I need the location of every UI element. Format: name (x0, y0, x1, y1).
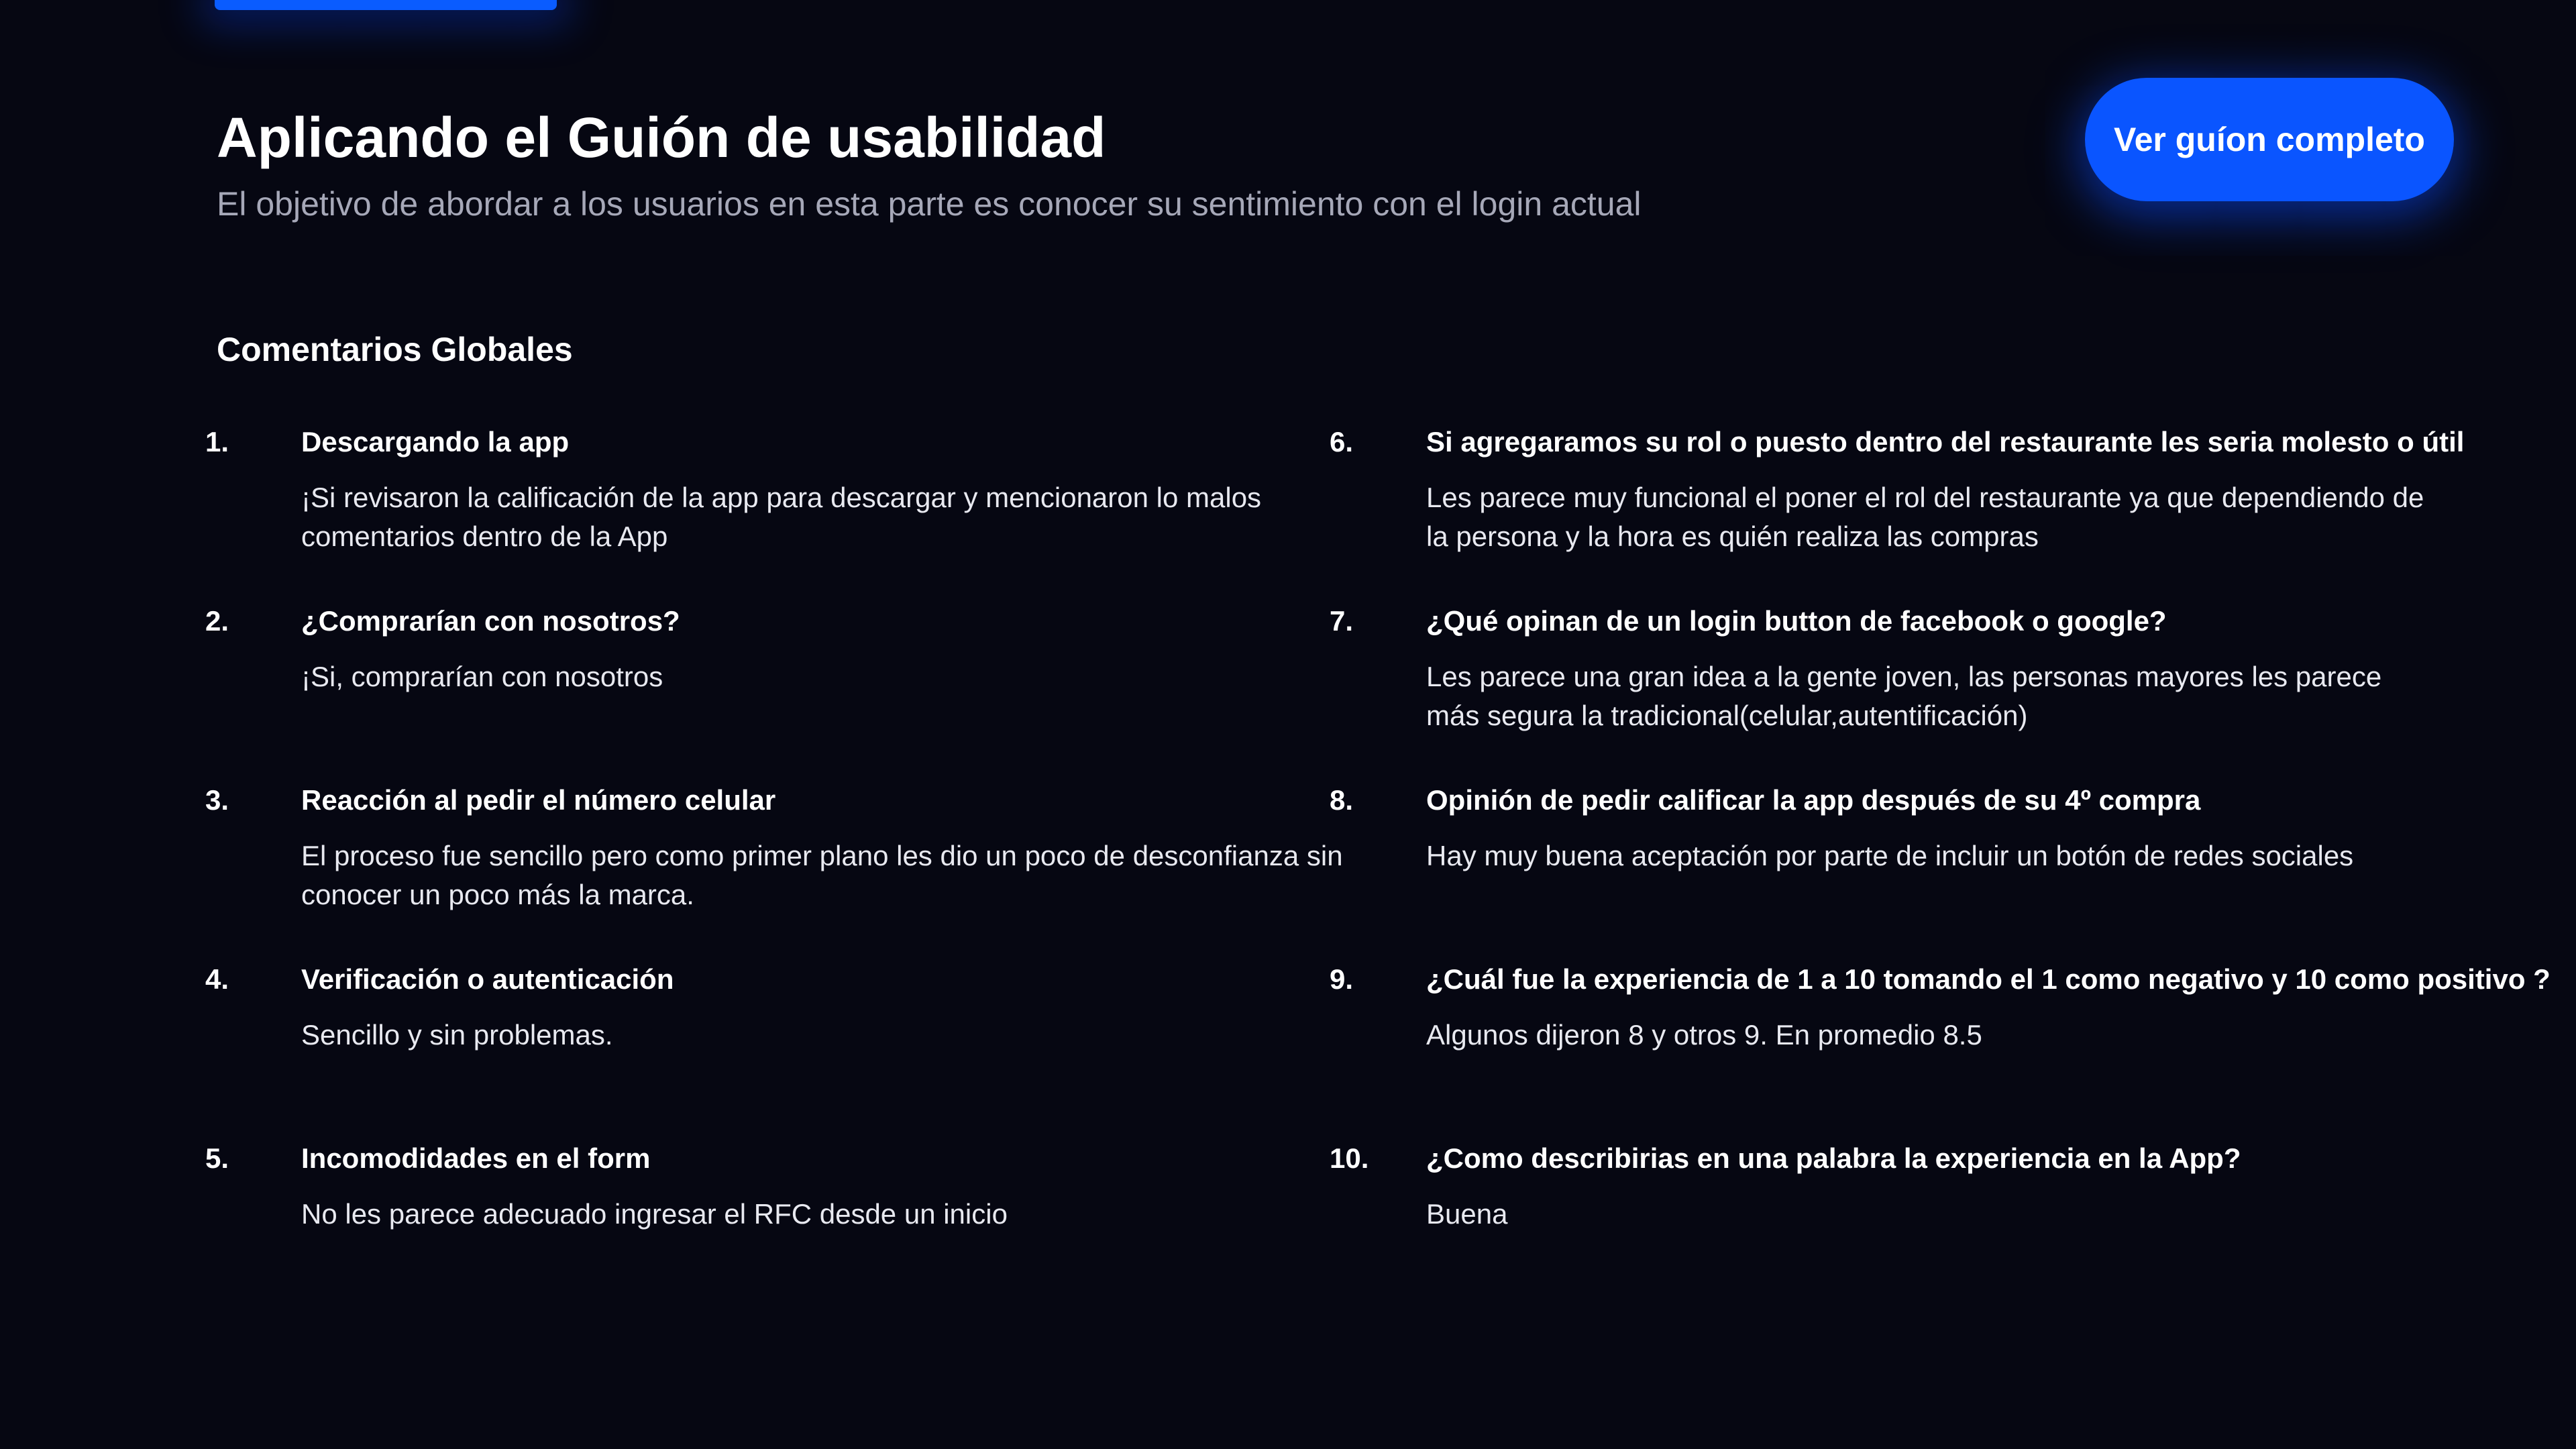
item-answer: Hay muy buena aceptación por parte de incluir un botón de redes sociales (1426, 840, 2354, 871)
item-number: 10. (1330, 1142, 1369, 1174)
item-question: Verificación o autenticación (301, 963, 674, 995)
item-question: ¿Qué opinan de un login button de facebook o google? (1426, 605, 2167, 637)
view-full-script-button[interactable]: Ver guíon completo (2085, 78, 2454, 201)
section-heading: Comentarios Globales (217, 331, 573, 368)
item-answer: Sencillo y sin problemas. (301, 1019, 613, 1051)
item-number: 3. (205, 784, 229, 816)
page-title: Aplicando el Guión de usabilidad (217, 106, 1106, 169)
item-question: Incomodidades en el form (301, 1142, 651, 1174)
item-answer: El proceso fue sencillo pero como primer plano les dio un poco de desconfianza sin conocer un poco más la marca. (301, 840, 1343, 910)
item-answer: No les parece adecuado ingresar el RFC desde un inicio (301, 1198, 1008, 1230)
item-question: Si agregaramos su rol o puesto dentro del restaurante les seria molesto o útil (1426, 426, 2465, 458)
item-answer: ¡Si, comprarían con nosotros (301, 661, 663, 692)
top-accent-bar (215, 0, 557, 10)
item-number: 6. (1330, 426, 1354, 458)
item-question: Opinión de pedir calificar la app después de su 4º compra (1426, 784, 2201, 816)
page-subtitle: El objetivo de abordar a los usuarios en esta parte es conocer su sentimiento con el login actual (217, 185, 1642, 223)
item-number: 9. (1330, 963, 1354, 995)
item-number: 4. (205, 963, 229, 995)
item-answer: Les parece una gran idea a la gente joven, las personas mayores les parece más segura la tradicional(celular,autentificación) (1426, 661, 2382, 731)
item-number: 2. (205, 605, 229, 637)
item-answer: Les parece muy funcional el poner el rol del restaurante ya que dependiendo de la persona y la hora es quién realiza las compras (1426, 482, 2424, 552)
item-number: 8. (1330, 784, 1354, 816)
item-answer: Buena (1426, 1198, 1508, 1230)
item-answer: ¡Si revisaron la calificación de la app para descargar y mencionaron lo malos comentarios dentro de la App (301, 482, 1262, 552)
item-answer: Algunos dijeron 8 y otros 9. En promedio 8.5 (1426, 1019, 1982, 1051)
item-question: Descargando la app (301, 426, 570, 458)
item-number: 1. (205, 426, 229, 458)
item-question: ¿Como describirias en una palabra la experiencia en la App? (1426, 1142, 2241, 1174)
item-number: 5. (205, 1142, 229, 1174)
item-question: ¿Comprarían con nosotros? (301, 605, 680, 637)
item-question: ¿Cuál fue la experiencia de 1 a 10 tomando el 1 como negativo y 10 como positivo ? (1426, 963, 2551, 995)
item-number: 7. (1330, 605, 1354, 637)
item-question: Reacción al pedir el número celular (301, 784, 776, 816)
